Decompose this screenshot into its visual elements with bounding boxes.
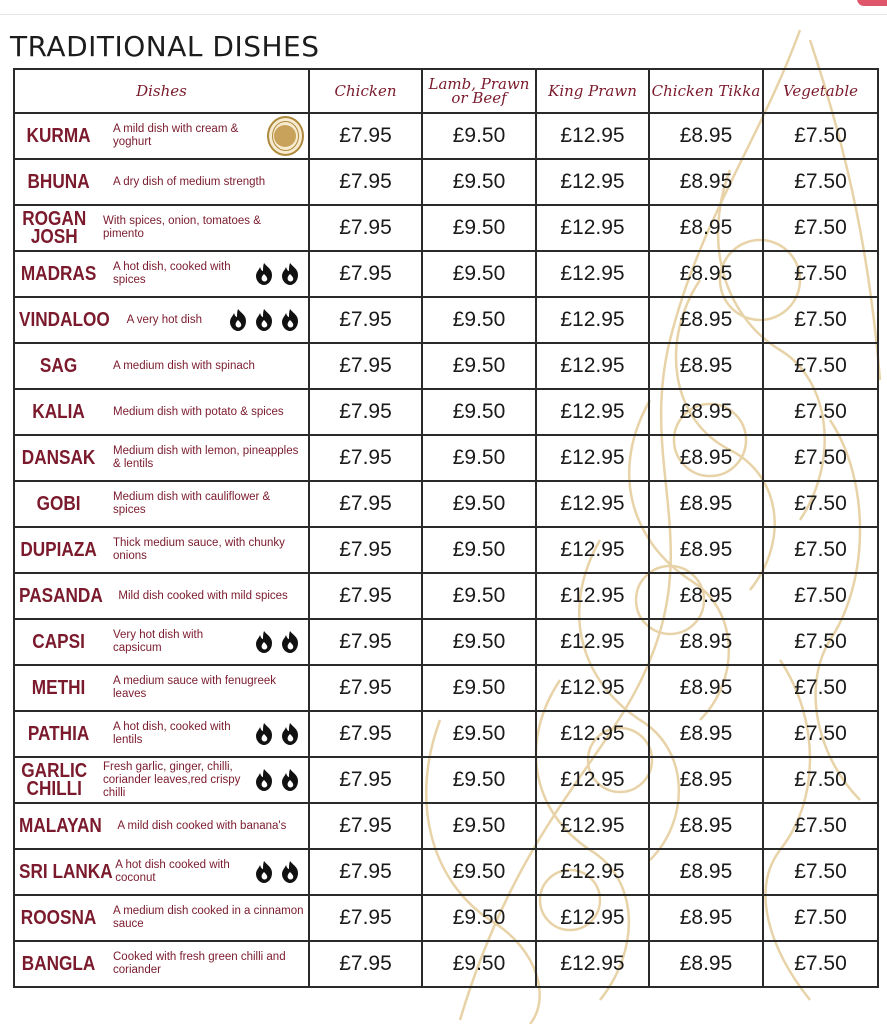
hot-chili-icon xyxy=(278,768,302,792)
price-vegetable: £7.50 xyxy=(763,849,878,895)
dish-cell xyxy=(14,619,309,665)
price-chicken: £7.95 xyxy=(309,803,422,849)
price-vegetable: £7.50 xyxy=(763,343,878,389)
dish-wrap xyxy=(15,206,308,250)
dish-name: MALAYAN xyxy=(19,815,102,837)
table-row xyxy=(14,803,878,849)
page-title: TRADITIONAL DISHES xyxy=(10,30,320,63)
price-vegetable: £7.50 xyxy=(763,941,878,987)
dishes-table xyxy=(13,68,879,988)
dish-description: A hot dish, cooked with lentils xyxy=(113,721,231,746)
price-king-prawn: £12.95 xyxy=(536,849,649,895)
dish-cell xyxy=(14,343,309,389)
price-chicken: £7.95 xyxy=(309,895,422,941)
dish-wrap xyxy=(15,528,308,572)
column-header-dishes: Dishes xyxy=(14,69,309,113)
hot-chili-icon xyxy=(226,308,250,332)
price-chicken-tikka: £8.95 xyxy=(649,343,763,389)
column-header-chicken: Chicken xyxy=(309,69,422,113)
table-row xyxy=(14,297,878,343)
price-vegetable: £7.50 xyxy=(763,481,878,527)
dish-wrap xyxy=(15,804,308,848)
price-king-prawn: £12.95 xyxy=(536,343,649,389)
price-chicken-tikka: £8.95 xyxy=(649,113,763,159)
price-chicken: £7.95 xyxy=(309,665,422,711)
dish-wrap xyxy=(15,114,308,158)
price-chicken-tikka: £8.95 xyxy=(649,619,763,665)
price-king-prawn: £12.95 xyxy=(536,803,649,849)
price-chicken: £7.95 xyxy=(309,573,422,619)
price-vegetable: £7.50 xyxy=(763,113,878,159)
price-vegetable: £7.50 xyxy=(763,251,878,297)
price-vegetable: £7.50 xyxy=(763,297,878,343)
chili-rating xyxy=(252,722,304,746)
dish-description: Medium dish with lemon, pineapples & lentils xyxy=(113,445,299,470)
dish-name: CAPSI xyxy=(32,631,85,653)
price-chicken: £7.95 xyxy=(309,619,422,665)
price-vegetable: £7.50 xyxy=(763,619,878,665)
column-header-vegetable: Vegetable xyxy=(763,69,878,113)
price-lamb-prawn-beef: £9.50 xyxy=(422,573,536,619)
table-row xyxy=(14,435,878,481)
dish-name: METHI xyxy=(31,677,86,699)
dish-description: A medium dish with spinach xyxy=(113,359,255,372)
dish-name: BANGLA xyxy=(21,953,96,975)
hot-chili-icon xyxy=(278,860,302,884)
table-row xyxy=(14,895,878,941)
price-chicken: £7.95 xyxy=(309,849,422,895)
price-king-prawn: £12.95 xyxy=(536,619,649,665)
dish-name: GARLIC CHILLI xyxy=(21,760,88,800)
price-chicken: £7.95 xyxy=(309,481,422,527)
price-chicken-tikka: £8.95 xyxy=(649,711,763,757)
dish-description: With spices, onion, tomatoes & pimento xyxy=(103,215,261,240)
header-row xyxy=(14,69,878,113)
dish-cell xyxy=(14,251,309,297)
price-chicken-tikka: £8.95 xyxy=(649,389,763,435)
dish-description: A mild dish with cream & yoghurt xyxy=(113,123,239,148)
dish-wrap xyxy=(15,666,308,710)
dish-name: SRI LANKA xyxy=(19,861,113,883)
table-row xyxy=(14,205,878,251)
dish-description: Very hot dish with capsicum xyxy=(113,629,204,654)
price-vegetable: £7.50 xyxy=(763,527,878,573)
dish-wrap xyxy=(15,712,308,756)
dish-name: PATHIA xyxy=(27,723,90,745)
table-row xyxy=(14,251,878,297)
price-lamb-prawn-beef: £9.50 xyxy=(422,619,536,665)
price-chicken-tikka: £8.95 xyxy=(649,849,763,895)
price-king-prawn: £12.95 xyxy=(536,481,649,527)
hot-chili-icon xyxy=(252,860,276,884)
hot-chili-icon xyxy=(278,630,302,654)
price-king-prawn: £12.95 xyxy=(536,251,649,297)
dish-cell xyxy=(14,527,309,573)
dish-cell xyxy=(14,665,309,711)
table-row xyxy=(14,757,878,803)
dish-wrap xyxy=(15,758,308,802)
top-pill xyxy=(857,0,887,6)
price-lamb-prawn-beef: £9.50 xyxy=(422,803,536,849)
dish-cell xyxy=(14,803,309,849)
price-lamb-prawn-beef: £9.50 xyxy=(422,251,536,297)
dish-cell xyxy=(14,895,309,941)
price-king-prawn: £12.95 xyxy=(536,665,649,711)
dish-cell xyxy=(14,711,309,757)
column-header-lamb-prawn-beef: Lamb, Prawn or Beef xyxy=(422,69,536,113)
dish-cell xyxy=(14,113,309,159)
price-king-prawn: £12.95 xyxy=(536,435,649,481)
price-chicken-tikka: £8.95 xyxy=(649,481,763,527)
dish-description: A very hot dish xyxy=(126,313,202,326)
dish-wrap xyxy=(15,850,308,894)
dish-wrap xyxy=(15,482,308,526)
hot-chili-icon xyxy=(252,722,276,746)
price-lamb-prawn-beef: £9.50 xyxy=(422,665,536,711)
price-chicken-tikka: £8.95 xyxy=(649,205,763,251)
dish-wrap xyxy=(15,574,308,618)
price-king-prawn: £12.95 xyxy=(536,205,649,251)
chili-rating xyxy=(252,630,304,654)
table-row xyxy=(14,573,878,619)
dish-cell xyxy=(14,205,309,251)
chili-rating xyxy=(226,308,304,332)
price-king-prawn: £12.95 xyxy=(536,895,649,941)
price-chicken-tikka: £8.95 xyxy=(649,251,763,297)
table-row xyxy=(14,113,878,159)
table-row xyxy=(14,849,878,895)
price-lamb-prawn-beef: £9.50 xyxy=(422,895,536,941)
dish-wrap xyxy=(15,344,308,388)
dish-description: Medium dish with potato & spices xyxy=(113,405,284,418)
top-bar xyxy=(0,0,887,15)
dish-description: Cooked with fresh green chilli and coriander xyxy=(113,951,286,976)
dish-name: GOBI xyxy=(36,493,81,515)
dish-description: Medium dish with cauliflower & spices xyxy=(113,491,271,516)
table-row xyxy=(14,481,878,527)
price-lamb-prawn-beef: £9.50 xyxy=(422,711,536,757)
hot-chili-icon xyxy=(278,308,302,332)
price-king-prawn: £12.95 xyxy=(536,941,649,987)
price-vegetable: £7.50 xyxy=(763,803,878,849)
dish-wrap xyxy=(15,252,308,296)
dish-name: KURMA xyxy=(26,125,91,147)
column-header-king-prawn: King Prawn xyxy=(536,69,649,113)
dish-cell xyxy=(14,941,309,987)
dish-name: ROOSNA xyxy=(20,907,97,929)
price-chicken-tikka: £8.95 xyxy=(649,573,763,619)
price-lamb-prawn-beef: £9.50 xyxy=(422,481,536,527)
dish-cell xyxy=(14,573,309,619)
price-chicken: £7.95 xyxy=(309,527,422,573)
nut-ring xyxy=(272,121,299,151)
dish-wrap xyxy=(15,942,308,986)
price-lamb-prawn-beef: £9.50 xyxy=(422,159,536,205)
contains-nuts-icon xyxy=(267,116,304,156)
table-row xyxy=(14,941,878,987)
dish-name: MADRAS xyxy=(20,263,97,285)
dish-description: A medium dish cooked in a cinnamon sauce xyxy=(113,905,304,930)
dish-cell xyxy=(14,757,309,803)
dish-name: BHUNA xyxy=(27,171,90,193)
dish-cell xyxy=(14,159,309,205)
price-king-prawn: £12.95 xyxy=(536,573,649,619)
dish-description: A mild dish cooked with banana's xyxy=(117,819,287,832)
price-vegetable: £7.50 xyxy=(763,665,878,711)
price-vegetable: £7.50 xyxy=(763,895,878,941)
price-lamb-prawn-beef: £9.50 xyxy=(422,757,536,803)
price-lamb-prawn-beef: £9.50 xyxy=(422,941,536,987)
price-chicken-tikka: £8.95 xyxy=(649,435,763,481)
dish-cell xyxy=(14,435,309,481)
price-vegetable: £7.50 xyxy=(763,757,878,803)
price-lamb-prawn-beef: £9.50 xyxy=(422,435,536,481)
price-chicken-tikka: £8.95 xyxy=(649,665,763,711)
dish-name: ROGAN JOSH xyxy=(22,208,87,248)
dish-wrap xyxy=(15,436,308,480)
table-row xyxy=(14,159,878,205)
price-lamb-prawn-beef: £9.50 xyxy=(422,205,536,251)
dish-name: SAG xyxy=(39,355,78,377)
price-chicken: £7.95 xyxy=(309,297,422,343)
price-chicken: £7.95 xyxy=(309,711,422,757)
hot-chili-icon xyxy=(252,308,276,332)
price-chicken: £7.95 xyxy=(309,251,422,297)
chili-rating xyxy=(252,262,304,286)
dish-wrap xyxy=(15,160,308,204)
price-chicken: £7.95 xyxy=(309,757,422,803)
price-vegetable: £7.50 xyxy=(763,711,878,757)
price-chicken: £7.95 xyxy=(309,435,422,481)
price-chicken-tikka: £8.95 xyxy=(649,159,763,205)
price-chicken: £7.95 xyxy=(309,343,422,389)
hot-chili-icon xyxy=(252,768,276,792)
dish-description: Fresh garlic, ginger, chilli, coriander leaves,red crispy chilli xyxy=(103,760,241,799)
price-vegetable: £7.50 xyxy=(763,389,878,435)
price-king-prawn: £12.95 xyxy=(536,113,649,159)
dish-wrap xyxy=(15,896,308,940)
dish-wrap xyxy=(15,298,308,342)
price-king-prawn: £12.95 xyxy=(536,527,649,573)
price-chicken: £7.95 xyxy=(309,941,422,987)
price-chicken-tikka: £8.95 xyxy=(649,757,763,803)
price-chicken: £7.95 xyxy=(309,389,422,435)
price-chicken-tikka: £8.95 xyxy=(649,803,763,849)
price-lamb-prawn-beef: £9.50 xyxy=(422,527,536,573)
chili-rating xyxy=(252,768,304,792)
price-chicken-tikka: £8.95 xyxy=(649,297,763,343)
dish-cell xyxy=(14,389,309,435)
table-row xyxy=(14,619,878,665)
dish-wrap xyxy=(15,620,308,664)
dishes-table-body xyxy=(14,113,878,987)
price-lamb-prawn-beef: £9.50 xyxy=(422,297,536,343)
dish-name: VINDALOO xyxy=(19,309,110,331)
price-chicken: £7.95 xyxy=(309,159,422,205)
dish-name: DANSAK xyxy=(21,447,96,469)
dish-description: A hot dish cooked with coconut xyxy=(115,859,230,884)
dish-name: DUPIAZA xyxy=(20,539,97,561)
price-chicken-tikka: £8.95 xyxy=(649,527,763,573)
dish-description: A hot dish, cooked with spices xyxy=(113,261,231,286)
dish-wrap xyxy=(15,390,308,434)
dish-cell xyxy=(14,481,309,527)
price-vegetable: £7.50 xyxy=(763,435,878,481)
column-header-chicken-tikka: Chicken Tikka xyxy=(649,69,763,113)
dish-cell xyxy=(14,297,309,343)
price-chicken-tikka: £8.95 xyxy=(649,941,763,987)
price-chicken: £7.95 xyxy=(309,113,422,159)
price-chicken-tikka: £8.95 xyxy=(649,895,763,941)
dish-description: Mild dish cooked with mild spices xyxy=(118,589,288,602)
price-lamb-prawn-beef: £9.50 xyxy=(422,389,536,435)
price-king-prawn: £12.95 xyxy=(536,159,649,205)
price-king-prawn: £12.95 xyxy=(536,297,649,343)
price-lamb-prawn-beef: £9.50 xyxy=(422,343,536,389)
price-vegetable: £7.50 xyxy=(763,159,878,205)
table-row xyxy=(14,711,878,757)
table-row xyxy=(14,389,878,435)
dish-description: A dry dish of medium strength xyxy=(113,175,266,188)
chili-rating xyxy=(252,860,304,884)
price-king-prawn: £12.95 xyxy=(536,389,649,435)
table-row xyxy=(14,343,878,389)
hot-chili-icon xyxy=(252,262,276,286)
price-king-prawn: £12.95 xyxy=(536,711,649,757)
dish-description: A medium sauce with fenugreek leaves xyxy=(113,675,277,700)
dish-description: Thick medium sauce, with chunky onions xyxy=(113,537,285,562)
hot-chili-icon xyxy=(252,630,276,654)
table-row xyxy=(14,665,878,711)
table-row xyxy=(14,527,878,573)
hot-chili-icon xyxy=(278,722,302,746)
price-lamb-prawn-beef: £9.50 xyxy=(422,113,536,159)
price-vegetable: £7.50 xyxy=(763,573,878,619)
price-vegetable: £7.50 xyxy=(763,205,878,251)
price-chicken: £7.95 xyxy=(309,205,422,251)
price-king-prawn: £12.95 xyxy=(536,757,649,803)
price-lamb-prawn-beef: £9.50 xyxy=(422,849,536,895)
dish-cell xyxy=(14,849,309,895)
dish-name: KALIA xyxy=(32,401,85,423)
hot-chili-icon xyxy=(278,262,302,286)
dish-name: PASANDA xyxy=(19,585,103,607)
